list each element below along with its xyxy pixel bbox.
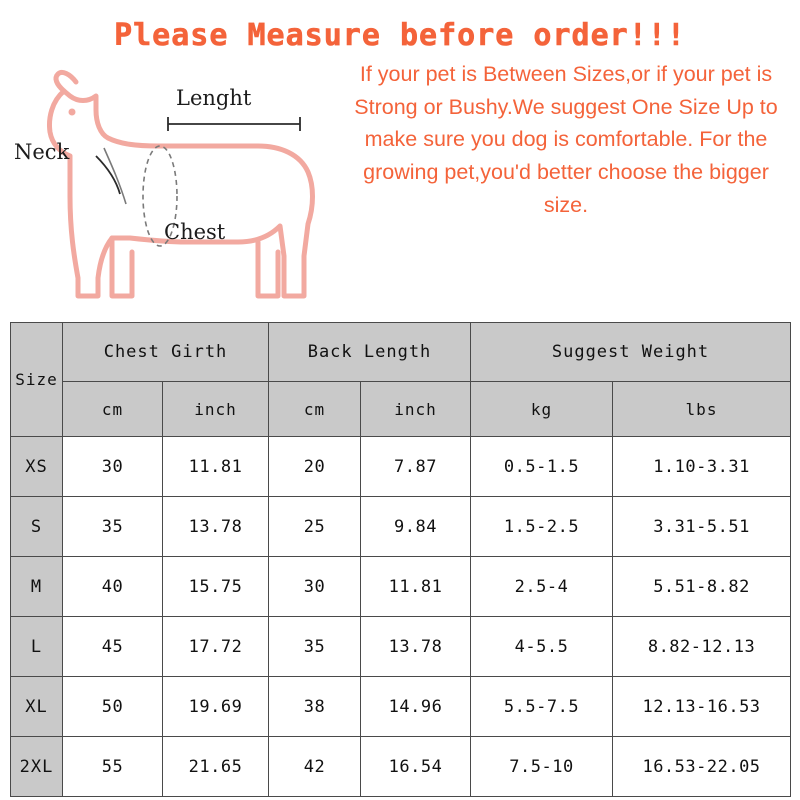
subheader-chest-cm: cm xyxy=(63,382,163,437)
cell-weight-kg: 7.5-10 xyxy=(471,737,613,797)
cell-weight-lbs: 8.82-12.13 xyxy=(613,617,791,677)
header-suggest-weight: Suggest Weight xyxy=(471,323,791,382)
table-row xyxy=(11,557,791,617)
cell-chest-inch: 11.81 xyxy=(163,437,269,497)
cell-size: S xyxy=(11,497,63,557)
table-row xyxy=(11,737,791,797)
cell-chest-inch: 15.75 xyxy=(163,557,269,617)
dog-measurement-illustration xyxy=(8,56,338,316)
label-neck: Neck xyxy=(14,140,70,164)
label-length: Lenght xyxy=(176,86,252,110)
cell-chest-cm: 50 xyxy=(63,677,163,737)
cell-back-cm: 30 xyxy=(269,557,361,617)
cell-back-cm: 42 xyxy=(269,737,361,797)
cell-size: M xyxy=(11,557,63,617)
table-row xyxy=(11,497,791,557)
cell-back-cm: 35 xyxy=(269,617,361,677)
subheader-back-cm: cm xyxy=(269,382,361,437)
subheader-weight-kg: kg xyxy=(471,382,613,437)
subheader-chest-inch: inch xyxy=(163,382,269,437)
cell-weight-kg: 2.5-4 xyxy=(471,557,613,617)
cell-chest-inch: 21.65 xyxy=(163,737,269,797)
cell-chest-cm: 30 xyxy=(63,437,163,497)
cell-weight-lbs: 1.10-3.31 xyxy=(613,437,791,497)
table-row xyxy=(11,677,791,737)
cell-back-inch: 11.81 xyxy=(361,557,471,617)
cell-back-inch: 16.54 xyxy=(361,737,471,797)
cell-chest-inch: 19.69 xyxy=(163,677,269,737)
cell-chest-cm: 40 xyxy=(63,557,163,617)
cell-size: L xyxy=(11,617,63,677)
cell-back-cm: 20 xyxy=(269,437,361,497)
size-chart-table xyxy=(10,322,791,797)
dog-outline-icon xyxy=(8,56,338,316)
header-size: Size xyxy=(11,323,63,437)
cell-weight-lbs: 16.53-22.05 xyxy=(613,737,791,797)
subheader-weight-lbs: lbs xyxy=(613,382,791,437)
page-title: Please Measure before order!!! xyxy=(114,18,686,53)
cell-back-inch: 13.78 xyxy=(361,617,471,677)
label-chest: Chest xyxy=(164,220,226,244)
table-header-row-units xyxy=(11,382,791,437)
cell-chest-cm: 45 xyxy=(63,617,163,677)
cell-chest-inch: 17.72 xyxy=(163,617,269,677)
cell-chest-inch: 13.78 xyxy=(163,497,269,557)
cell-weight-lbs: 12.13-16.53 xyxy=(613,677,791,737)
cell-weight-lbs: 5.51-8.82 xyxy=(613,557,791,617)
subheader-back-inch: inch xyxy=(361,382,471,437)
cell-back-inch: 9.84 xyxy=(361,497,471,557)
cell-weight-lbs: 3.31-5.51 xyxy=(613,497,791,557)
sizing-advice-text: If your pet is Between Sizes,or if your pet is Strong or Bushy.We suggest One Size Up to make sure you dog is comfortable. For the growing pet,you'd better choose the bigger size. xyxy=(354,62,778,217)
header-chest-girth: Chest Girth xyxy=(63,323,269,382)
cell-weight-kg: 0.5-1.5 xyxy=(471,437,613,497)
cell-size: 2XL xyxy=(11,737,63,797)
cell-chest-cm: 55 xyxy=(63,737,163,797)
cell-back-inch: 7.87 xyxy=(361,437,471,497)
cell-back-inch: 14.96 xyxy=(361,677,471,737)
cell-chest-cm: 35 xyxy=(63,497,163,557)
cell-weight-kg: 1.5-2.5 xyxy=(471,497,613,557)
cell-size: XL xyxy=(11,677,63,737)
table-row xyxy=(11,617,791,677)
cell-back-cm: 25 xyxy=(269,497,361,557)
table-row xyxy=(11,437,791,497)
cell-weight-kg: 5.5-7.5 xyxy=(471,677,613,737)
cell-weight-kg: 4-5.5 xyxy=(471,617,613,677)
cell-size: XS xyxy=(11,437,63,497)
table-header-row-groups xyxy=(11,323,791,382)
cell-back-cm: 38 xyxy=(269,677,361,737)
header-back-length: Back Length xyxy=(269,323,471,382)
